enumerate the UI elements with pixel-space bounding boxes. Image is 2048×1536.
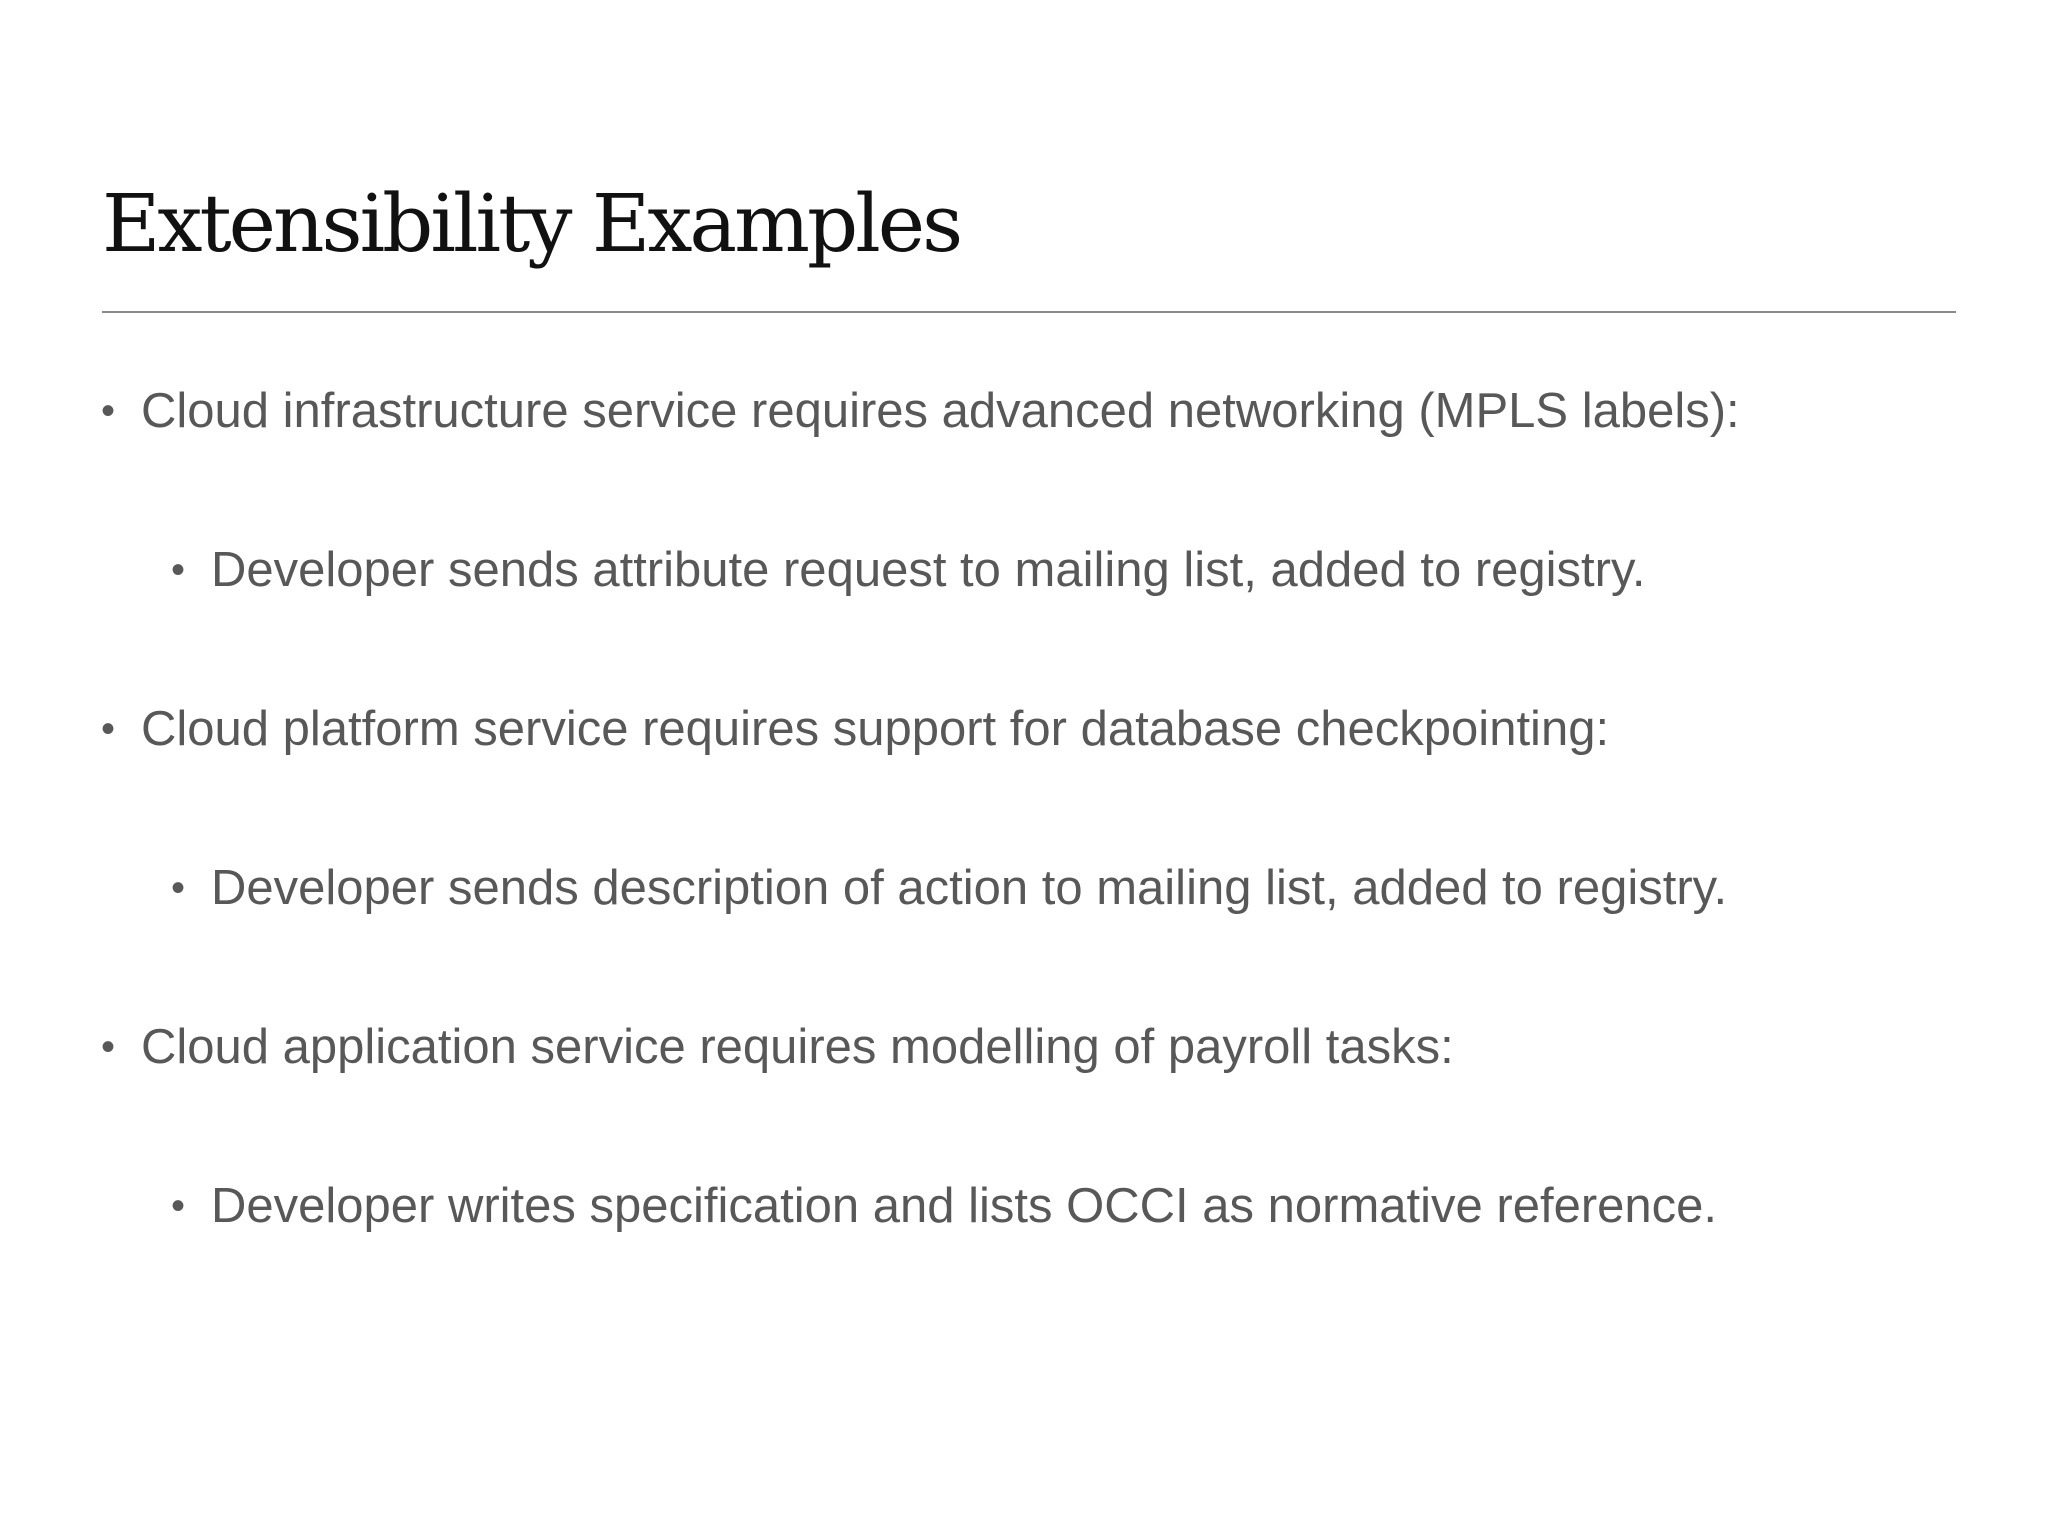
bullet-icon: • [171,866,186,910]
bullet-text: Developer sends attribute request to mailing list, added to registry. [211,543,1646,597]
bullet-icon: • [171,548,186,592]
bullet-icon: • [101,389,116,433]
bullet-text: Cloud infrastructure service requires advanced networking (MPLS labels): [141,384,1740,438]
slide-title: Extensibility Examples [102,177,961,270]
bullet-icon: • [171,1184,186,1228]
bullet-text: Developer sends description of action to mailing list, added to registry. [211,861,1728,915]
sub-bullet-item [171,1176,1718,1236]
bullet-text: Cloud platform service requires support for database checkpointing: [141,702,1610,756]
bullet-icon: • [101,707,116,751]
bullet-text: Cloud application service requires modelling of payroll tasks: [141,1020,1454,1074]
sub-bullet-item [171,540,1646,600]
bullet-item [101,381,1740,441]
bullet-icon: • [101,1025,116,1069]
bullet-text: Developer writes specification and lists OCCI as normative reference. [211,1179,1718,1233]
bullet-item [101,699,1610,759]
sub-bullet-item [171,858,1728,918]
title-divider [102,311,1956,313]
bullet-item [101,1017,1454,1077]
